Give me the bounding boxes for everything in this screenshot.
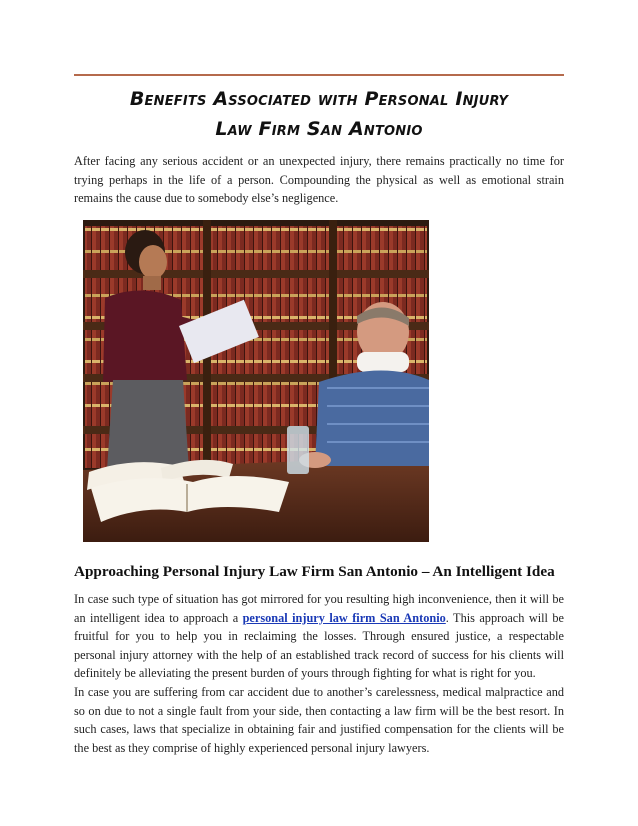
title-line-2: Law Firm San Antonio [215,118,423,140]
intro-paragraph: After facing any serious accident or an unexpected injury, there remains practically no time for trying perhaps in the life of a person. Compounding the physical as well as emotional strain remains the cause due to somebody else’s negligence. [74,154,564,206]
body-paragraph-3: In case you are suffering from car accident due to another’s carelessness, medical malpractice and so on due to not a single fault from your side, then contacting a law firm will be the best resort. In such cases, laws that specialize in obtaining fair and justified compensation for the clients will be the best as they comprise of highly experienced personal injury lawyers. [74,685,564,755]
page-title [74,84,564,144]
header-rule [74,74,564,76]
personal-injury-law-firm-link[interactable]: personal injury law firm San Antonio [242,610,446,625]
body-paragraph-2 [74,590,564,683]
para2-text-before: In case such type of situation has got mirrored for you resulting high inconvenience, then it will be an intelligent idea to approach a [74,592,564,625]
title-line-1: Benefits Associated with Personal Injury [129,88,509,110]
section-heading: Approaching Personal Injury Law Firm San Antonio – An Intelligent Idea [74,563,555,580]
para2-text-after: . This approach will be fruitful for you to help you in reclaiming the losses. Through ensured justice, a respectable personal injury attorney with the help of an established track record of success for his clients will definitely be alleviating the present burden of yours through fighting for what is right for you. [74,610,564,681]
lawyer-client-photo [83,220,429,542]
